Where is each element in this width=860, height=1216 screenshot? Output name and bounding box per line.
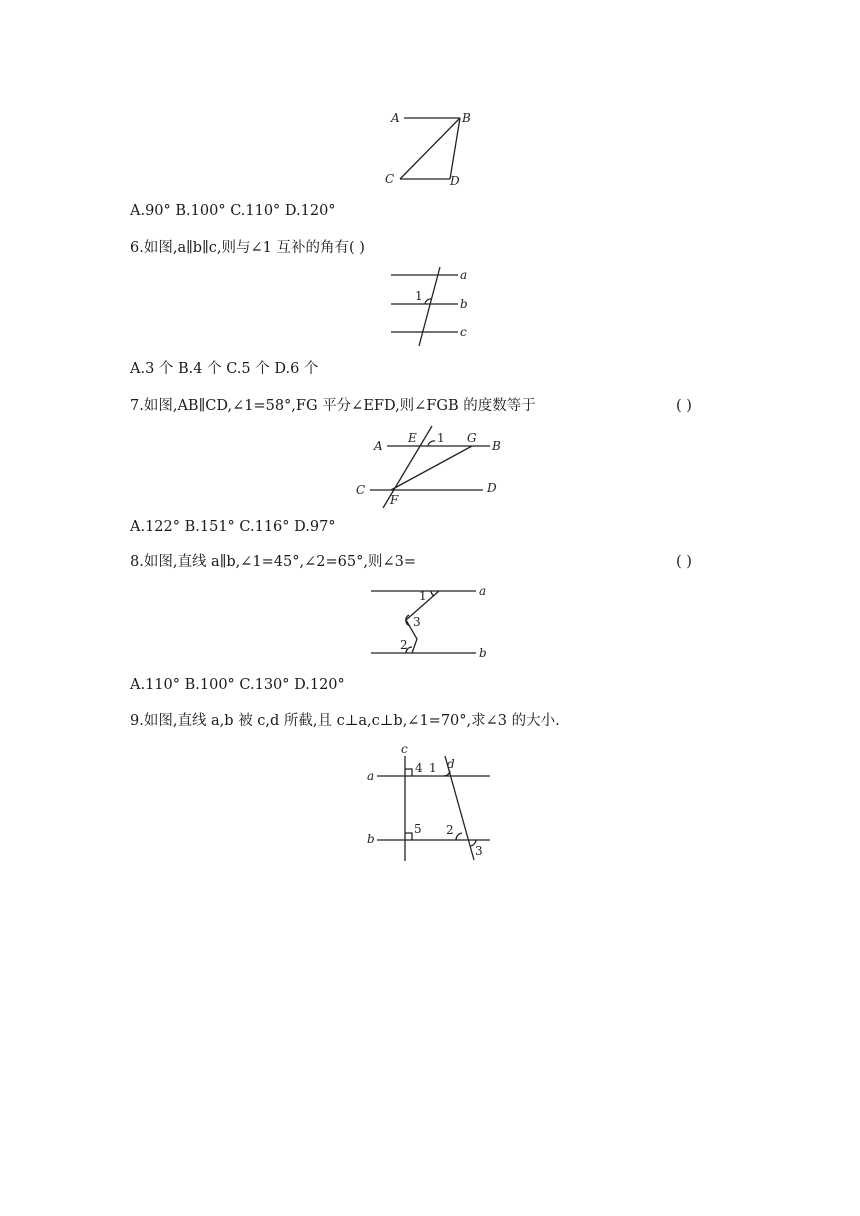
q9-label-angle-1: 1 — [429, 761, 437, 775]
q7-answer-paren: ( ) — [676, 398, 692, 414]
q8-label-angle-3: 3 — [413, 615, 421, 629]
q6-label-c: c — [460, 325, 467, 339]
q5-label-a: A — [391, 111, 400, 125]
q7-segment-fg — [391, 446, 472, 490]
q6-stem: 6.如图,a∥b∥c,则与∠1 互补的角有( ) — [130, 240, 365, 256]
q6-label-b: b — [460, 297, 468, 311]
q5-options: A.90° B.100° C.110° D.120° — [130, 203, 336, 219]
q7-label-a: A — [374, 439, 383, 453]
q6-options: A.3 个 B.4 个 C.5 个 D.6 个 — [130, 361, 319, 377]
q5-label-b: B — [462, 111, 471, 125]
q9-right-angle-4 — [405, 769, 412, 776]
q8-options: A.110° B.100° C.130° D.120° — [130, 677, 345, 693]
q7-label-b: B — [492, 439, 501, 453]
q7-label-d: D — [487, 481, 497, 495]
q6-figure — [388, 266, 478, 351]
q7-label-e: E — [408, 431, 417, 445]
q8-stem: 8.如图,直线 a∥b,∠1=45°,∠2=65°,则∠3= — [130, 554, 416, 570]
q7-label-g: G — [467, 431, 477, 445]
q9-label-d: d — [447, 757, 455, 771]
q6-transversal — [419, 267, 440, 346]
q8-label-angle-1: 1 — [419, 589, 427, 603]
q7-label-c: C — [356, 483, 366, 497]
q7-figure — [355, 424, 515, 509]
q7-label-f: F — [390, 493, 399, 507]
q8-angle-1-arc — [431, 591, 434, 596]
q9-label-angle-3: 3 — [475, 844, 483, 858]
q9-label-angle-2: 2 — [446, 823, 454, 837]
q7-label-angle-1: 1 — [437, 431, 445, 445]
q5-figure — [380, 106, 480, 191]
q5-label-d: D — [450, 174, 460, 188]
q8-label-b: b — [479, 646, 487, 660]
q8-answer-paren: ( ) — [676, 554, 692, 570]
q8-figure — [368, 582, 498, 667]
q9-label-a: a — [367, 769, 375, 783]
q7-stem: 7.如图,AB∥CD,∠1=58°,FG 平分∠EFD,则∠FGB 的度数等于 — [130, 398, 536, 414]
q8-label-angle-2: 2 — [400, 638, 408, 652]
q7-options: A.122° B.151° C.116° D.97° — [130, 519, 336, 535]
q9-stem: 9.如图,直线 a,b 被 c,d 所截,且 c⊥a,c⊥b,∠1=70°,求∠3 的大小. — [130, 713, 560, 729]
q9-label-b: b — [367, 832, 375, 846]
q6-label-angle-1: 1 — [415, 289, 423, 303]
q9-label-angle-4: 4 — [415, 761, 423, 775]
q9-angle-2-arc — [456, 833, 462, 840]
q6-label-a: a — [460, 268, 468, 282]
q5-label-c: C — [385, 172, 395, 186]
q9-label-c: c — [401, 742, 408, 756]
q8-label-a: a — [479, 584, 487, 598]
q7-angle-1-arc — [428, 441, 435, 446]
q9-right-angle-5 — [405, 833, 412, 840]
q9-label-angle-5: 5 — [414, 822, 422, 836]
q9-figure — [364, 742, 504, 864]
